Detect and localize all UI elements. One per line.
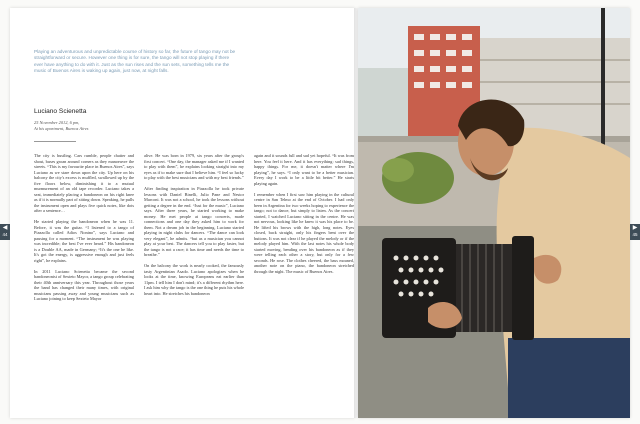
section-divider bbox=[34, 141, 76, 142]
plant-leaves bbox=[382, 158, 414, 182]
paragraph: After finding inspiration in Piazzolla he took private lessons with Daniel Binelli, Julio Pane and Nestor Marconi. It was not a school, he took the lessons without getting a degree in the end. “Just for the music”, Luciano says. After three years, he started working to make money. He met people at tango concerts, made connections and one day they asked him to work for them. Not a dream job in the beginning, Luciano started playing in night clubs for dancers. “The dance can look very elegant”, he admits. “but as a musician you cannot play at your best. The dancers tell you to play faster, but the tango is not a race; it has time and needs the time to breathe.” bbox=[144, 186, 244, 257]
right-arrow-icon: ▶ bbox=[632, 225, 638, 231]
paragraph: He started playing the bandoneon when he was 11. Before, it was the guitar. “I listened to a tango of Piazzolla called Adios Nonino”, says Luciano and pausing for a moment. “The instrument he was playing was incredible; the best I've ever heard.” His bandoneon is a Double AA, made in Germany; “It's the one he like. It's got the energy, is aggressive enough and just feels right”, he explains. bbox=[34, 219, 134, 263]
left-page bbox=[10, 8, 355, 418]
interview-location: At his apartment, Buenos Aires bbox=[34, 125, 89, 131]
paragraph: again and it sounds full and sad yet hopeful. “It was from here. You feel it here. And it has everything: sad things, happy things. For me, it doesn't matter where I'm playing”, he says. “I only want to be a better musician. Every day I work to be a little bit better.” He starts playing again. bbox=[254, 153, 354, 186]
jeans bbox=[508, 338, 630, 418]
paragraph: The city is bustling. Cars rumble, people chatter and shout, buses groan around corners as they manoeuvre the streets. “This is my favourite place in Buenos Aires”, says Luciano as we stare down upon the city. Up here on his balcony the city's excess is muffled, swallowed up by the five floors below, diminishing it to a mutual murmurement of an old tape recorder. Luciano takes a seat, immediately placing a bandoneon on his right knee as if it is normally part of sitting down. Speaking, he pulls the instrument open and plays five quick notes, like dots after a sentence… bbox=[34, 153, 134, 213]
author-name: Luciano Scienetta bbox=[34, 108, 87, 115]
paragraph: I remember when I first saw him playing in the cultural centre in San Telmo at the end of October. I had only been in Argentina for two weeks hoping to experience the tango; not to dance, but simply to listen. As the concert started, I watched Luciano sitting in the centre. He was not nervous, looking like he knew it was his place to be. He lifted his brows with the high, long notes. Eyes closed, back straight, only his fingers bent over the buttons. It was not clear if he played the melody or if the melody played him. With the last notes his whole body started moving, bending over his bandoneon as if they were telling each other a story, but only for a few seconds. He rose. The clothes cheered, the bass moaned, another note on the piano, the bandoneon stretched through the night. The music of Buenos Aires. bbox=[254, 191, 354, 274]
bandoneon-instrument bbox=[382, 236, 534, 340]
text-column-3 bbox=[254, 153, 354, 280]
paragraph: alive. He was born in 1979, six years after the group's first concert. “One day, the manager asked me if I wanted to play with them”, he explains looking straight into my eyes as if to make sure that I believe him. “I feel so lucky to play with the best musicians and with my best friends.” bbox=[144, 153, 244, 180]
intro-paragraph: Playing an adventurous and unpredictable course of history so far, the future of tango may not be straightforward or secure. However one thing is for sure, the tango will not stop playing if there ever have anything to do with it. Just as the sun rises and the sun sets, something tells me the music of Buenos Aires is waking up again, just now, at night falls. bbox=[34, 49, 236, 74]
text-column-1 bbox=[34, 153, 134, 307]
interview-date: 25 November 2012, 6 pm, bbox=[34, 120, 80, 125]
next-page-button[interactable] bbox=[630, 224, 640, 240]
interview-meta bbox=[34, 120, 89, 131]
paragraph: In 2011 Luciano Scienetta became the second bandoneonist of Sexteto Mayor, a tango group celebrating their 40th anniversary this year. Throughout those years the band has changed their many times, with original musicians passing away and young musicians such as Luciano joining to keep Sexteto Mayor bbox=[34, 268, 134, 301]
previous-page-button[interactable] bbox=[0, 224, 10, 240]
next-page-number: 45 bbox=[632, 232, 638, 237]
bandoneon-player-photo bbox=[358, 8, 630, 418]
left-arrow-icon: ◀ bbox=[2, 225, 8, 231]
paragraph: On the balcony the work is nearly cooked, the famously tasty Argentinian Asado. Luciano apologizes when he looks at the time, knowing Europeans eat earlier than 11pm. I tell him I don't mind; it's a different rhythm here. I ask him why the tango is the one thing he puts his whole heart into. He stretches his bandoneon bbox=[144, 263, 244, 296]
right-page bbox=[358, 8, 630, 418]
text-column-2 bbox=[144, 153, 244, 302]
previous-page-number: 44 bbox=[2, 232, 8, 237]
